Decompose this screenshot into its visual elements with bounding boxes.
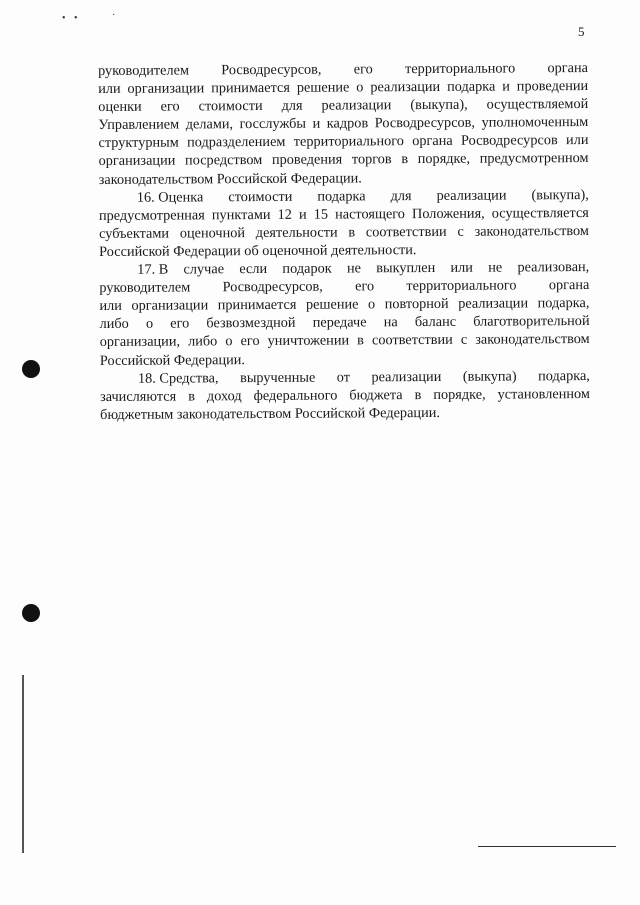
word: подарок <box>282 260 332 277</box>
word: о <box>367 296 376 313</box>
word: не <box>488 259 503 276</box>
word: организации, <box>99 333 181 351</box>
word: органа <box>547 60 589 77</box>
word: для <box>390 187 412 204</box>
word: о <box>225 333 233 350</box>
word: или <box>450 259 473 276</box>
page-number: 5 <box>578 24 585 39</box>
text-line <box>99 149 589 170</box>
word: или <box>98 80 121 98</box>
word: подарка <box>317 188 366 205</box>
word: посредством <box>184 152 263 169</box>
word: доход <box>206 387 242 405</box>
text-line <box>100 330 590 351</box>
word: в <box>357 332 364 349</box>
word: Управлением <box>98 116 180 134</box>
word: с <box>457 223 464 240</box>
word: либо <box>99 316 129 333</box>
word: (выкупа), <box>410 96 468 114</box>
word: законодательством Российской Федерации. <box>98 169 362 188</box>
word: или <box>565 132 589 149</box>
word: законодательством <box>474 222 590 240</box>
word: выкуплен <box>376 259 436 277</box>
word: территориального <box>293 133 404 151</box>
word: 12 <box>277 206 292 223</box>
word: проведении <box>516 78 589 95</box>
paragraph <box>98 59 589 189</box>
word: и <box>312 115 321 132</box>
word: торгов <box>351 151 392 168</box>
word: федерального <box>253 387 338 404</box>
word: зачисляются <box>99 388 177 405</box>
word: организации <box>98 152 176 170</box>
word: от <box>336 369 351 386</box>
word: и <box>502 78 510 95</box>
binder-hole <box>22 360 40 378</box>
word: в <box>348 224 356 241</box>
text-line <box>98 59 588 80</box>
word: предусмотренном <box>479 150 589 168</box>
word: для <box>281 97 303 115</box>
scan-speck: · <box>112 10 116 21</box>
word: в <box>401 151 409 168</box>
word: его <box>170 315 190 332</box>
margin-line <box>22 675 24 853</box>
word: его <box>353 61 373 78</box>
word: 16. Оценка <box>136 189 204 206</box>
word: Российской Федерации об оценочной деятельности. <box>99 241 417 260</box>
word: реализации <box>458 295 529 313</box>
word: о <box>356 79 364 96</box>
word: в <box>414 386 422 403</box>
word: госслужбы <box>239 116 307 133</box>
word: организации <box>127 80 205 97</box>
word: Росводресурсов, <box>221 61 322 79</box>
word: делами, <box>185 116 234 133</box>
word: 15 <box>313 206 329 223</box>
word: его <box>240 333 260 350</box>
word: (выкупа) <box>462 368 517 385</box>
word: вырученные <box>239 369 316 386</box>
word: 18. Средства, <box>137 369 219 387</box>
word: благотворительной <box>473 313 590 331</box>
word: случае <box>183 261 225 278</box>
word: стоимости <box>228 188 293 205</box>
word: порядке, <box>417 151 471 168</box>
word: осуществляемой <box>486 96 589 113</box>
word: реализации <box>371 368 442 385</box>
word: Положения, <box>411 205 485 222</box>
word: Росводресурсов, <box>222 278 323 296</box>
word: руководителем <box>98 62 190 79</box>
word: Российской Федерации. <box>99 351 246 369</box>
bottom-rule <box>478 846 616 847</box>
word: не <box>346 260 361 277</box>
word: подарка, <box>537 295 590 312</box>
word: принимается <box>217 297 297 314</box>
word: баланс <box>414 314 457 331</box>
word: структурным <box>98 134 179 152</box>
word: подарка <box>447 78 496 95</box>
word: осуществляется <box>491 204 589 222</box>
word: повторной <box>384 296 449 313</box>
word: соответствии <box>365 223 447 241</box>
word: на <box>383 314 398 331</box>
word: органа <box>412 133 453 150</box>
word: его <box>355 278 375 295</box>
word: передаче <box>312 314 367 332</box>
word: стоимости <box>198 98 263 115</box>
word: бюджетным законодательством Российской Федерации. <box>100 404 440 423</box>
word: деятельности <box>255 224 338 241</box>
word: соответствии <box>371 332 453 349</box>
word: законодательством <box>475 331 590 349</box>
word: безвозмездной <box>206 315 296 332</box>
paragraph <box>99 186 589 261</box>
word: реализации <box>436 187 507 204</box>
word: оценки <box>98 98 142 116</box>
word: решение <box>305 296 359 313</box>
binder-hole <box>22 604 40 622</box>
word: принимается <box>211 79 290 97</box>
word: если <box>239 261 268 278</box>
word: настоящего <box>335 205 405 223</box>
word: руководителем <box>99 279 191 297</box>
word: с <box>460 332 468 349</box>
word: его <box>160 98 180 115</box>
word: кадров <box>326 115 369 132</box>
word: установленном <box>497 385 590 403</box>
word: или <box>99 298 122 315</box>
word: реализации <box>321 97 392 114</box>
word: в <box>188 388 195 405</box>
word: Росводресурсов, <box>374 114 476 132</box>
word: бюджета <box>349 386 403 404</box>
word: подразделением <box>187 134 286 151</box>
text-line <box>100 385 590 406</box>
scan-speck: • <box>62 13 66 24</box>
word: о <box>145 315 154 333</box>
word: оценочной <box>179 224 246 242</box>
word: организации <box>131 297 209 315</box>
word: либо <box>188 333 218 350</box>
word: проведения <box>271 151 343 169</box>
word: уничтожении <box>267 332 350 350</box>
scan-speck: • <box>74 13 78 24</box>
word: органа <box>548 277 590 294</box>
document-body <box>98 59 590 424</box>
paragraph <box>99 258 590 370</box>
word: Росводресурсов <box>460 132 558 150</box>
word: реализации <box>370 79 441 96</box>
word: решение <box>296 79 350 96</box>
word: субъектами <box>99 225 170 242</box>
text-line <box>99 222 589 243</box>
word: пунктами <box>211 206 271 224</box>
word: реализован, <box>517 259 590 276</box>
word: территориального <box>405 60 516 78</box>
word: предусмотренная <box>98 207 205 224</box>
word: уполномоченным <box>481 114 589 131</box>
word: и <box>298 206 307 223</box>
word: 17. В <box>137 261 169 278</box>
paragraph <box>100 367 590 424</box>
text-line <box>100 403 590 424</box>
word: территориального <box>406 277 517 295</box>
word: порядке, <box>433 386 486 403</box>
word: (выкупа), <box>531 186 589 204</box>
word: подарка, <box>538 367 590 384</box>
